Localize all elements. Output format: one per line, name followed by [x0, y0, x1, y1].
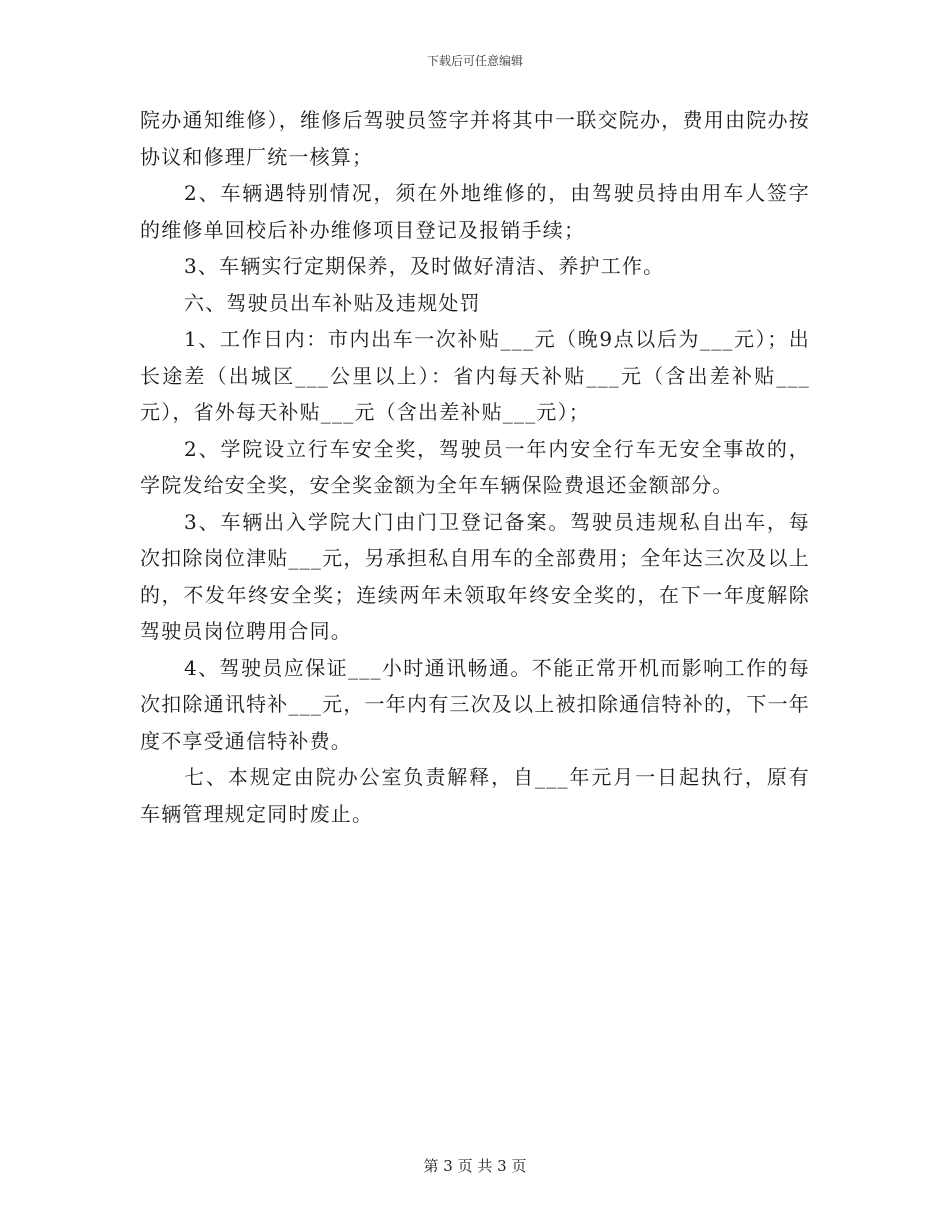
paragraph-item-2-repair: 2、车辆遇特别情况，须在外地维修的，由驾驶员持由用车人签字的维修单回校后补办维修项目登记及报销手续；: [140, 181, 810, 242]
section-seven-interpretation: 七、本规定由院办公室负责解释，自___年元月一日起执行，原有车辆管理规定同时废止。: [140, 765, 810, 826]
document-body: [140, 102, 810, 832]
section-heading-six: 六、驾驶员出车补贴及违规处罚: [184, 290, 481, 315]
page-number-footer: 第 3 页 共 3 页: [423, 1157, 527, 1175]
paragraph-item-4-communication: 4、驾驶员应保证___小时通讯畅通。不能正常开机而影响工作的每次扣除通讯特补___元，一年内有三次及以上被扣除通信特补的，下一年度不享受通信特补费。: [140, 655, 810, 753]
paragraph-item-1-allowance: 1、工作日内：市内出车一次补贴___元（晚9点以后为___元）；出长途差（出城区___公里以上）：省内每天补贴___元（含出差补贴___元），省外每天补贴___元（含出差补贴___元）；: [140, 327, 810, 424]
paragraph-item-3-maintenance: 3、车辆实行定期保养，及时做好清洁、养护工作。: [184, 254, 665, 278]
paragraph-item-2-safety-award: 2、学院设立行车安全奖，驾驶员一年内安全行车无安全事故的，学院发给安全奖，安全奖金额为全年车辆保险费退还金额部分。: [140, 436, 810, 497]
page-header-note: 下载后可任意编辑: [426, 54, 523, 68]
paragraph-continuation: 院办通知维修），维修后驾驶员签字并将其中一联交院办，费用由院办按协议和修理厂统一核算；: [140, 108, 810, 169]
paragraph-item-3-gate-registration: 3、车辆出入学院大门由门卫登记备案。驾驶员违规私自出车，每次扣除岗位津贴___元，另承担私自用车的全部费用；全年达三次及以上的，不发年终安全奖；连续两年未领取年终安全奖的，在下一年度解除驾驶员岗位聘用合同。: [140, 509, 810, 643]
